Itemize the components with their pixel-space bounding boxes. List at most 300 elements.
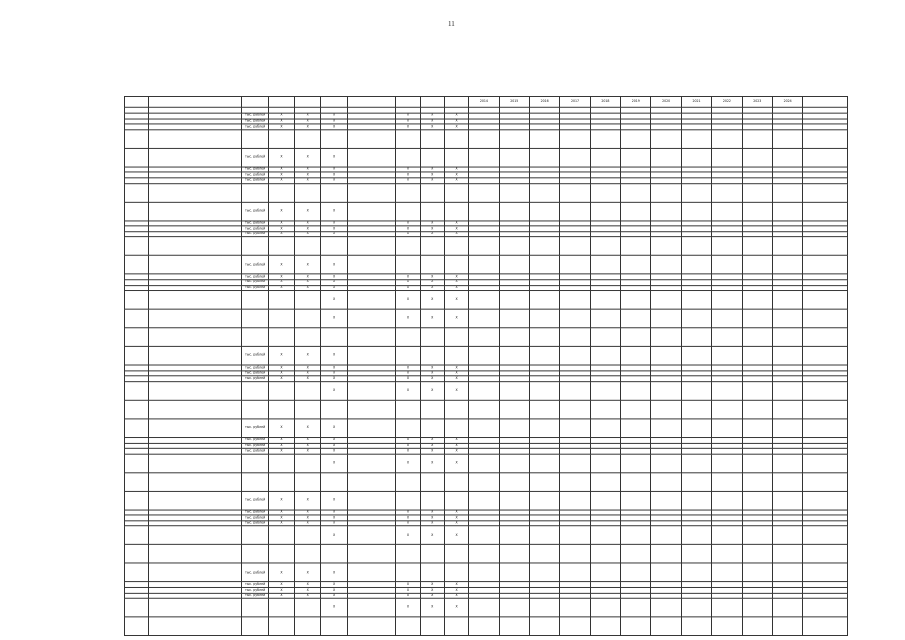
table-cell — [742, 202, 772, 221]
table-cell — [651, 545, 681, 564]
table-cell — [742, 347, 772, 366]
table-cell — [268, 617, 294, 636]
table-cell: X — [295, 365, 321, 370]
table-cell: X — [420, 285, 444, 290]
table-cell — [712, 617, 742, 636]
table-cell — [499, 491, 529, 510]
table-cell — [590, 309, 620, 328]
table-cell — [444, 328, 468, 347]
column-header-name — [149, 96, 242, 107]
table-cell — [295, 526, 321, 545]
column-header-c7 — [396, 96, 420, 107]
table-cell: X — [295, 510, 321, 515]
table-cell — [772, 291, 802, 310]
table-cell — [803, 491, 848, 510]
table-cell — [420, 563, 444, 582]
table-cell — [621, 473, 651, 492]
table-cell: X — [268, 256, 294, 275]
table-cell: X — [444, 448, 468, 453]
table-cell: X — [268, 521, 294, 526]
table-cell — [396, 419, 420, 438]
table-cell: X — [444, 231, 468, 236]
table-cell — [651, 491, 681, 510]
table-cell: X — [420, 365, 444, 370]
table-cell — [621, 400, 651, 419]
table-cell — [242, 454, 268, 473]
row-name-cell — [149, 419, 242, 438]
table-cell — [651, 563, 681, 582]
table-cell: X — [396, 454, 420, 473]
table-cell — [347, 309, 396, 328]
table-cell — [590, 328, 620, 347]
table-cell: тыс. рублей — [242, 148, 268, 167]
table-cell: X — [396, 593, 420, 598]
table-cell: X — [444, 291, 468, 310]
table-cell — [125, 328, 149, 347]
table-cell: X — [321, 382, 347, 401]
table-cell — [621, 382, 651, 401]
table-cell — [590, 291, 620, 310]
table-cell: X — [444, 119, 468, 124]
table-cell — [803, 454, 848, 473]
table-cell: X — [420, 454, 444, 473]
table-cell — [712, 563, 742, 582]
table-cell — [529, 382, 559, 401]
table-cell — [651, 526, 681, 545]
table-cell — [321, 328, 347, 347]
column-header-c6 — [347, 96, 396, 107]
table-cell — [347, 473, 396, 492]
table-cell — [742, 309, 772, 328]
table-cell: X — [420, 526, 444, 545]
table-row — [125, 563, 848, 582]
table-cell — [268, 473, 294, 492]
table-cell: X — [268, 172, 294, 177]
table-cell — [621, 256, 651, 275]
table-cell: тыс. рублей — [242, 448, 268, 453]
table-cell — [651, 419, 681, 438]
table-cell — [444, 545, 468, 564]
table-cell — [469, 202, 499, 221]
table-cell: тыс. рублей — [242, 521, 268, 526]
budget-table — [124, 96, 848, 636]
table-cell — [651, 202, 681, 221]
table-cell — [469, 400, 499, 419]
table-cell: тыс. рублей — [242, 119, 268, 124]
table-cell: X — [321, 454, 347, 473]
table-cell — [590, 563, 620, 582]
table-row — [125, 256, 848, 275]
table-cell — [621, 328, 651, 347]
table-cell — [803, 598, 848, 617]
table-cell — [651, 256, 681, 275]
table-cell — [803, 291, 848, 310]
table-cell — [621, 563, 651, 582]
table-cell — [242, 400, 268, 419]
table-cell — [651, 382, 681, 401]
table-cell — [621, 526, 651, 545]
table-cell: X — [268, 148, 294, 167]
table-cell — [621, 183, 651, 202]
table-cell — [347, 400, 396, 419]
table-cell — [742, 400, 772, 419]
table-cell: X — [268, 419, 294, 438]
table-cell — [347, 130, 396, 149]
table-cell — [621, 291, 651, 310]
table-cell: X — [268, 113, 294, 118]
table-cell — [347, 491, 396, 510]
table-cell — [242, 617, 268, 636]
table-cell — [590, 183, 620, 202]
table-cell — [621, 202, 651, 221]
column-header-y2015: 2015 — [499, 96, 529, 107]
table-cell: X — [295, 124, 321, 129]
row-name-cell — [149, 202, 242, 221]
table-cell — [499, 256, 529, 275]
table-cell — [396, 183, 420, 202]
table-cell — [772, 382, 802, 401]
table-row — [125, 148, 848, 167]
table-row — [125, 491, 848, 510]
row-name-cell — [149, 491, 242, 510]
table-row — [125, 526, 848, 545]
table-cell — [681, 454, 711, 473]
table-cell — [529, 400, 559, 419]
table-cell: X — [444, 454, 468, 473]
table-cell: X — [420, 291, 444, 310]
table-cell: X — [295, 256, 321, 275]
table-cell — [681, 400, 711, 419]
table-cell: X — [444, 172, 468, 177]
table-cell: X — [295, 491, 321, 510]
table-cell: X — [295, 274, 321, 279]
table-cell — [681, 545, 711, 564]
table-cell — [772, 328, 802, 347]
table-cell: тыс. рублей — [242, 419, 268, 438]
table-cell — [242, 382, 268, 401]
column-header-num — [125, 96, 149, 107]
table-cell: X — [321, 256, 347, 275]
table-cell — [590, 237, 620, 256]
table-cell: X — [396, 172, 420, 177]
table-cell — [712, 183, 742, 202]
table-cell: тыс. рублей — [242, 256, 268, 275]
table-cell: X — [420, 582, 444, 587]
table-cell — [268, 454, 294, 473]
table-row — [125, 347, 848, 366]
table-cell — [295, 328, 321, 347]
table-cell — [469, 491, 499, 510]
table-cell — [347, 183, 396, 202]
column-header-y2016: 2016 — [529, 96, 559, 107]
table-cell: X — [396, 226, 420, 231]
table-cell: X — [420, 167, 444, 172]
table-cell — [590, 202, 620, 221]
table-cell — [621, 130, 651, 149]
table-cell: X — [321, 124, 347, 129]
table-cell: X — [321, 119, 347, 124]
table-cell — [499, 202, 529, 221]
table-cell — [772, 148, 802, 167]
table-cell: X — [444, 280, 468, 285]
table-cell — [396, 130, 420, 149]
table-cell — [444, 183, 468, 202]
table-cell — [396, 328, 420, 347]
table-cell — [529, 419, 559, 438]
table-cell — [560, 400, 590, 419]
table-cell — [590, 130, 620, 149]
table-cell — [499, 309, 529, 328]
table-cell — [681, 328, 711, 347]
table-cell — [772, 563, 802, 582]
table-cell — [742, 454, 772, 473]
table-cell — [444, 491, 468, 510]
column-header-y2017: 2017 — [560, 96, 590, 107]
table-cell — [590, 617, 620, 636]
table-cell — [295, 183, 321, 202]
table-cell — [560, 291, 590, 310]
table-cell — [242, 526, 268, 545]
table-cell — [295, 617, 321, 636]
table-cell — [396, 473, 420, 492]
table-cell: тыс. рублей — [242, 167, 268, 172]
table-cell — [772, 309, 802, 328]
table-cell: X — [444, 274, 468, 279]
table-cell: X — [396, 274, 420, 279]
table-cell — [560, 473, 590, 492]
table-cell: X — [268, 510, 294, 515]
table-cell — [560, 491, 590, 510]
table-cell: X — [321, 226, 347, 231]
table-cell: X — [396, 167, 420, 172]
table-cell: X — [321, 309, 347, 328]
table-cell — [125, 454, 149, 473]
table-cell: X — [295, 347, 321, 366]
table-cell — [396, 563, 420, 582]
table-cell — [125, 309, 149, 328]
table-cell — [347, 148, 396, 167]
table-cell — [242, 473, 268, 492]
table-cell — [444, 148, 468, 167]
column-header-total — [803, 96, 848, 107]
column-header-y2019: 2019 — [621, 96, 651, 107]
table-cell — [621, 309, 651, 328]
table-cell — [499, 130, 529, 149]
table-cell — [560, 545, 590, 564]
table-cell — [772, 256, 802, 275]
table-cell — [590, 526, 620, 545]
table-cell: тыс. рублей — [242, 231, 268, 236]
table-cell — [347, 598, 396, 617]
table-cell — [347, 526, 396, 545]
table-cell — [420, 347, 444, 366]
table-cell: X — [420, 221, 444, 226]
header-row — [125, 96, 848, 107]
table-cell — [560, 617, 590, 636]
table-cell — [651, 347, 681, 366]
table-cell — [681, 617, 711, 636]
table-cell: X — [268, 365, 294, 370]
table-cell: тыс. рублей — [242, 124, 268, 129]
table-cell — [621, 545, 651, 564]
table-cell: X — [295, 437, 321, 442]
table-cell — [268, 382, 294, 401]
table-cell — [590, 419, 620, 438]
table-cell: X — [321, 347, 347, 366]
table-cell — [347, 328, 396, 347]
table-cell — [444, 473, 468, 492]
table-cell: X — [268, 593, 294, 598]
table-cell — [529, 491, 559, 510]
table-cell: X — [321, 274, 347, 279]
row-name-cell — [149, 237, 242, 256]
table-cell — [681, 347, 711, 366]
table-cell — [712, 256, 742, 275]
table-cell — [125, 545, 149, 564]
table-cell — [499, 473, 529, 492]
table-cell — [420, 419, 444, 438]
table-cell: X — [396, 309, 420, 328]
table-cell — [803, 309, 848, 328]
column-header-y2024: 2024 — [772, 96, 802, 107]
table-cell — [268, 130, 294, 149]
table-cell: X — [295, 113, 321, 118]
table-cell — [651, 454, 681, 473]
table-cell: X — [295, 521, 321, 526]
table-cell — [772, 598, 802, 617]
table-cell — [499, 291, 529, 310]
table-cell — [529, 563, 559, 582]
table-cell: X — [444, 124, 468, 129]
table-cell — [396, 347, 420, 366]
table-cell — [712, 202, 742, 221]
table-cell — [295, 454, 321, 473]
table-row — [125, 202, 848, 221]
table-cell — [529, 237, 559, 256]
table-cell — [590, 400, 620, 419]
table-row — [125, 183, 848, 202]
table-cell — [529, 473, 559, 492]
table-cell: X — [295, 148, 321, 167]
table-cell: X — [420, 231, 444, 236]
table-cell — [125, 202, 149, 221]
table-cell: X — [396, 291, 420, 310]
table-cell: X — [444, 285, 468, 290]
table-cell — [742, 473, 772, 492]
table-cell — [396, 617, 420, 636]
table-cell — [560, 526, 590, 545]
table-cell: X — [444, 178, 468, 183]
table-cell — [651, 473, 681, 492]
row-name-cell — [149, 473, 242, 492]
table-cell — [347, 617, 396, 636]
table-cell — [529, 130, 559, 149]
table-cell: X — [396, 178, 420, 183]
table-cell — [420, 400, 444, 419]
table-cell — [125, 183, 149, 202]
table-cell: X — [295, 376, 321, 381]
table-cell — [125, 563, 149, 582]
table-cell — [420, 328, 444, 347]
row-name-cell — [149, 563, 242, 582]
table-cell — [712, 382, 742, 401]
row-name-cell — [149, 400, 242, 419]
table-row — [125, 419, 848, 438]
table-cell — [621, 347, 651, 366]
table-cell — [444, 256, 468, 275]
table-cell: X — [295, 280, 321, 285]
table-cell: X — [444, 588, 468, 593]
table-cell: X — [268, 448, 294, 453]
row-name-cell — [149, 148, 242, 167]
table-cell: X — [268, 119, 294, 124]
table-cell: X — [444, 371, 468, 376]
table-cell: X — [420, 376, 444, 381]
table-cell: X — [295, 221, 321, 226]
table-cell — [772, 473, 802, 492]
table-cell — [712, 526, 742, 545]
table-cell — [268, 237, 294, 256]
table-cell: X — [444, 437, 468, 442]
table-cell: X — [444, 593, 468, 598]
row-name-cell — [149, 545, 242, 564]
table-cell — [742, 563, 772, 582]
table-cell: X — [295, 202, 321, 221]
table-cell: X — [321, 515, 347, 520]
table-cell — [321, 237, 347, 256]
table-cell — [469, 148, 499, 167]
table-cell — [469, 347, 499, 366]
table-cell — [396, 491, 420, 510]
table-cell — [529, 202, 559, 221]
table-cell: тыс. рублей — [242, 593, 268, 598]
table-cell — [590, 473, 620, 492]
table-cell: X — [396, 437, 420, 442]
table-cell — [469, 256, 499, 275]
table-cell: X — [444, 443, 468, 448]
table-cell — [621, 237, 651, 256]
row-name-cell — [149, 183, 242, 202]
table-cell — [803, 256, 848, 275]
table-cell — [712, 454, 742, 473]
table-cell — [772, 130, 802, 149]
table-cell — [712, 347, 742, 366]
table-cell: тыс. рублей — [242, 563, 268, 582]
table-cell — [125, 382, 149, 401]
table-cell: X — [444, 515, 468, 520]
table-cell — [529, 148, 559, 167]
table-cell — [469, 328, 499, 347]
table-cell — [803, 328, 848, 347]
table-cell: X — [321, 280, 347, 285]
table-cell — [772, 347, 802, 366]
table-cell — [125, 237, 149, 256]
table-cell — [681, 491, 711, 510]
table-cell: X — [268, 167, 294, 172]
table-cell — [396, 237, 420, 256]
table-cell — [347, 347, 396, 366]
table-cell — [469, 130, 499, 149]
table-cell — [529, 617, 559, 636]
table-cell — [420, 183, 444, 202]
table-cell: тыс. рублей — [242, 274, 268, 279]
table-cell — [742, 526, 772, 545]
table-cell: X — [295, 588, 321, 593]
table-cell — [499, 347, 529, 366]
table-cell — [469, 526, 499, 545]
table-cell — [803, 382, 848, 401]
table-cell — [803, 183, 848, 202]
